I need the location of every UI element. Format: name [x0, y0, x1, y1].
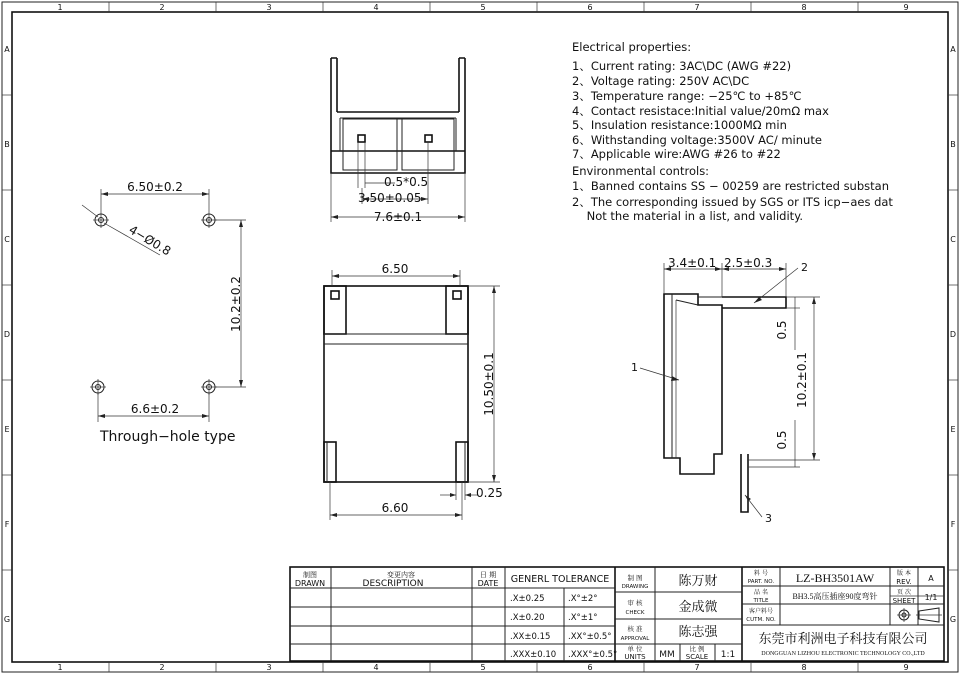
- tb-tol-linear: .XX±0.15: [510, 632, 551, 642]
- hole-icon: [201, 212, 217, 228]
- side-callout-3: 3: [765, 512, 772, 525]
- environmental-controls: [572, 164, 893, 223]
- border-row-b: B: [4, 140, 10, 149]
- border-col-1-bottom: 1: [57, 663, 63, 672]
- side-dim-a: 3.4±0.1: [668, 256, 717, 270]
- tb-title-cn: 品 名: [754, 589, 768, 596]
- border-col-6: 6: [587, 3, 593, 12]
- tb-date-en: DATE: [477, 579, 499, 588]
- border-col-3: 3: [266, 3, 272, 12]
- tb-units-value: MM: [659, 650, 675, 660]
- border-row-b-right: B: [950, 140, 956, 149]
- top-view: [324, 262, 503, 520]
- tb-cust-en: CUTM. NO.: [746, 617, 776, 623]
- border-col-7: 7: [694, 3, 700, 12]
- tb-drawing-name: 陈万财: [678, 574, 718, 589]
- footprint-dim-hole: 4−Ø0.8: [126, 222, 174, 259]
- footprint-dim-top: 6.50±0.2: [127, 180, 183, 194]
- tb-tol-angular: .XXX°±0.5°: [568, 650, 618, 660]
- projection-symbol-icon: [897, 608, 942, 622]
- tb-title-value: BH3.5高压插座90度弯针: [792, 592, 878, 601]
- border-col-8: 8: [801, 3, 807, 12]
- hole-icon: [93, 212, 109, 228]
- tb-company-cn: 东莞市利洲电子科技有限公司: [758, 631, 928, 646]
- border-row-d: D: [3, 330, 11, 339]
- tb-part-en: PART. NO.: [747, 579, 775, 585]
- tb-date-cn: 日 期: [479, 571, 497, 579]
- tb-rev-cn: 版 本: [897, 570, 911, 577]
- tb-tol-angular: .XX°±0.5°: [568, 632, 612, 642]
- tb-units-en: UNITS: [624, 653, 646, 661]
- tb-approval-cn: 核 准: [627, 625, 643, 633]
- side-dim-e: 0.5: [775, 430, 789, 450]
- border-col-5: 5: [480, 3, 486, 12]
- footprint-dim-right: 10.2±0.2: [229, 276, 243, 332]
- front-dim-width: 7.6±0.1: [373, 210, 423, 224]
- tb-check-name: 金成微: [678, 600, 718, 615]
- border-row-g: G: [3, 615, 11, 624]
- tb-rev-value: A: [928, 574, 934, 583]
- tb-scale-en: SCALE: [685, 653, 709, 661]
- border-col-9-bottom: 9: [903, 663, 909, 672]
- electrical-item: 2、Voltage rating: 250V AC\DC: [572, 74, 750, 88]
- footprint-caption: Through−hole type: [100, 429, 236, 445]
- hole-icon: [90, 379, 106, 395]
- border-row-c-right: C: [950, 235, 956, 244]
- tb-part-cn: 料 号: [754, 570, 768, 577]
- tb-approval-en: APPROVAL: [620, 636, 650, 642]
- border-col-4-bottom: 4: [373, 663, 379, 672]
- tb-tolerance-title: GENERL TOLERANCE: [510, 574, 610, 585]
- electrical-item: 4、Contact resistace:Initial value/20mΩ max: [572, 104, 829, 118]
- top-dim-right: 10.50±0.1: [482, 352, 496, 416]
- side-view: [631, 256, 820, 525]
- electrical-title: Electrical properties:: [572, 40, 692, 54]
- hole-icon: [201, 379, 217, 395]
- tb-rev-en: REV.: [896, 578, 912, 586]
- side-dim-c: 0.5: [775, 320, 789, 340]
- border-col-4: 4: [373, 3, 379, 12]
- top-dim-top: 6.50: [381, 262, 409, 276]
- tb-scale-cn: 比 例: [689, 645, 705, 653]
- environmental-item: 1、Banned contains SS − 00259 are restricted substan: [572, 179, 889, 193]
- footprint-dim-bottom: 6.6±0.2: [130, 402, 180, 416]
- border-row-g-right: G: [949, 615, 957, 624]
- border-col-3-bottom: 3: [266, 663, 272, 672]
- border-col-7-bottom: 7: [694, 663, 700, 672]
- border-col-1: 1: [57, 3, 63, 12]
- border-row-e: E: [4, 425, 10, 434]
- front-dim-pitch: 3.50±0.05: [358, 191, 422, 205]
- tb-drawn-en: DRAWN: [294, 579, 326, 588]
- electrical-item: 1、Current rating: 3AC\DC (AWG #22): [572, 59, 792, 73]
- electrical-item: 5、Insulation resistance:1000MΩ min: [572, 118, 787, 132]
- environmental-item: 2、The corresponding issued by SGS or ITS icp−aes dat: [572, 195, 893, 209]
- environmental-item: Not the material in a list, and validity.: [572, 209, 804, 223]
- border-col-2: 2: [159, 3, 165, 12]
- tb-cust-cn: 客户料号: [748, 608, 774, 615]
- tb-check-cn: 审 核: [627, 599, 643, 607]
- tb-drawn-cn: 制图: [303, 571, 317, 579]
- electrical-item: 3、Temperature range: −25℃ to +85℃: [572, 89, 802, 103]
- border-row-e-right: E: [950, 425, 956, 434]
- tb-tol-angular: .X°±2°: [568, 594, 598, 604]
- tb-tol-linear: .X±0.25: [510, 594, 545, 604]
- tb-units-cn: 单 位: [627, 645, 643, 653]
- environmental-title: Environmental controls:: [572, 164, 710, 178]
- tb-company-en: DONGGUAN LIZHOU ELECTRONIC TECHNOLOGY CO.,LTD: [761, 651, 925, 657]
- border-row-a: A: [4, 45, 10, 54]
- electrical-item: 7、Applicable wire:AWG #26 to #22: [572, 147, 781, 161]
- border-row-d-right: D: [949, 330, 957, 339]
- top-dim-small: 0.25: [476, 486, 503, 500]
- front-dim-pin: 0.5*0.5: [384, 175, 429, 189]
- electrical-item: 6、Withstanding voltage:3500V AC/ minute: [572, 133, 822, 147]
- tb-drawing-en: DRAWING: [621, 584, 649, 590]
- side-dim-d: 10.2±0.1: [795, 352, 809, 408]
- tb-tol-linear: .X±0.20: [510, 613, 545, 623]
- tb-scale-value: 1:1: [720, 650, 736, 660]
- tb-drawing-cn: 制 图: [627, 574, 643, 582]
- tb-part-number: LZ-BH3501AW: [795, 571, 875, 585]
- border-row-f-right: F: [950, 520, 956, 529]
- border-col-6-bottom: 6: [587, 663, 593, 672]
- tb-sheet-cn: 页 次: [897, 589, 911, 596]
- title-block: [290, 567, 944, 661]
- border-row-f: F: [4, 520, 10, 529]
- tb-check-en: CHECK: [625, 610, 645, 616]
- footprint-view: [82, 180, 246, 445]
- border-col-2-bottom: 2: [159, 663, 165, 672]
- tb-desc-en: DESCRIPTION: [362, 579, 424, 589]
- tb-approval-name: 陈志强: [678, 625, 718, 640]
- border-row-a-right: A: [950, 45, 956, 54]
- electrical-properties: [572, 40, 829, 161]
- tb-tol-angular: .X°±1°: [568, 613, 598, 623]
- top-dim-bottom: 6.60: [381, 501, 409, 515]
- tb-sheet-en: SHEET: [892, 597, 916, 605]
- tb-desc-cn: 变更内容: [387, 571, 415, 579]
- front-view: [331, 58, 465, 224]
- tb-title-en: TITLE: [753, 598, 769, 604]
- border-col-5-bottom: 5: [480, 663, 486, 672]
- tb-tol-linear: .XXX±0.10: [510, 650, 557, 660]
- border-col-8-bottom: 8: [801, 663, 807, 672]
- side-callout-1: 1: [631, 361, 638, 374]
- side-dim-b: 2.5±0.3: [724, 256, 773, 270]
- side-callout-2: 2: [801, 261, 808, 274]
- border-row-c: C: [4, 235, 10, 244]
- border-col-9: 9: [903, 3, 909, 12]
- tb-sheet-value: 1/1: [924, 593, 938, 602]
